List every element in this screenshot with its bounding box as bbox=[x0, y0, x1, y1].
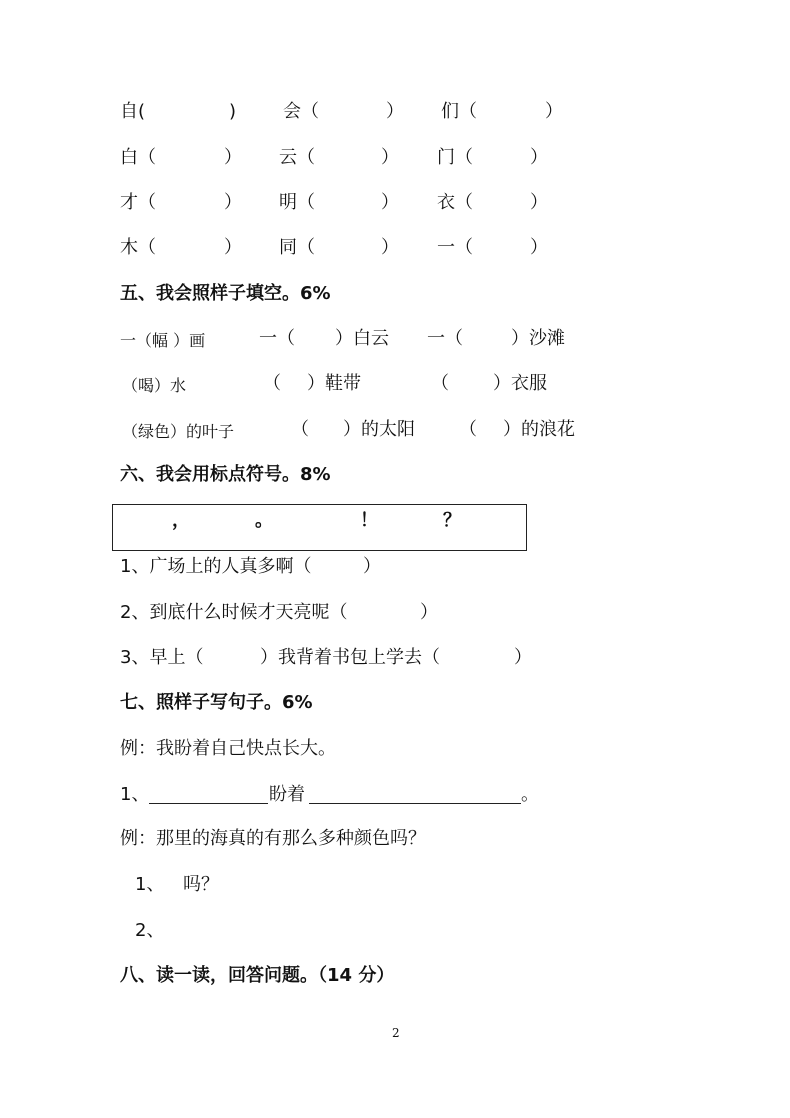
char-item: 一（ bbox=[437, 237, 473, 258]
punct-period: 。 bbox=[255, 510, 273, 531]
example-phrase: （绿色）的叶子 bbox=[122, 422, 235, 441]
char-blank-close: ） bbox=[530, 237, 548, 258]
example-sentence-2: 例：那里的海真的有那么多种颜色吗？ bbox=[120, 828, 426, 849]
char-item: 才（ bbox=[120, 192, 156, 213]
blank-open: （ bbox=[431, 373, 449, 394]
char-item: 会（ bbox=[283, 101, 319, 122]
item-number: 1、 bbox=[135, 874, 165, 895]
question-text: 1、广场上的人真多啊（ bbox=[120, 556, 312, 577]
question-text: ）我背着书包上学去（ bbox=[260, 647, 440, 668]
example-sentence-1: 例：我盼着自己快点长大。 bbox=[120, 738, 336, 759]
example-phrase: （喝）水 bbox=[122, 376, 187, 395]
blank-open: 一（ bbox=[427, 328, 463, 349]
char-blank-close: ） bbox=[224, 147, 242, 168]
char-blank-close: ） bbox=[530, 192, 548, 213]
blank-open: 一（ bbox=[259, 328, 295, 349]
blank-open: （ bbox=[459, 419, 477, 440]
page-number: 2 bbox=[392, 1026, 400, 1040]
char-item: 衣（ bbox=[437, 192, 473, 213]
answer-blank[interactable] bbox=[309, 803, 521, 804]
char-blank-close: ） bbox=[381, 237, 399, 258]
char-blank-close: ) bbox=[229, 101, 237, 122]
blank-close: ） bbox=[514, 647, 532, 668]
section-8-title: 八、读一读，回答问题。（14 分） bbox=[120, 965, 395, 986]
char-blank-close: ） bbox=[224, 192, 242, 213]
char-blank-close: ） bbox=[545, 101, 563, 122]
char-blank-close: ） bbox=[224, 237, 242, 258]
char-blank-close: ） bbox=[381, 147, 399, 168]
phrase-end: ）的浪花 bbox=[503, 419, 575, 440]
sentence-word: 盼着 bbox=[269, 784, 305, 805]
section-7-title: 七、照样子写句子。6% bbox=[120, 692, 313, 713]
sentence-end: 吗？ bbox=[183, 874, 219, 895]
question-text: 2、到底什么时候才天亮呢（ bbox=[120, 602, 348, 623]
char-item: 明（ bbox=[279, 192, 315, 213]
char-item: 自( bbox=[120, 101, 146, 122]
phrase-end: ）鞋带 bbox=[307, 373, 361, 394]
char-item: 白（ bbox=[120, 147, 156, 168]
char-item: 云（ bbox=[279, 147, 315, 168]
char-blank-close: ） bbox=[530, 147, 548, 168]
phrase-end: ）衣服 bbox=[493, 373, 547, 394]
section-6-title: 六、我会用标点符号。8% bbox=[120, 464, 331, 485]
answer-blank[interactable] bbox=[149, 803, 268, 804]
char-item: 门（ bbox=[437, 147, 473, 168]
item-number: 1、 bbox=[120, 784, 150, 805]
phrase-end: ）的太阳 bbox=[343, 419, 415, 440]
punct-comma: ， bbox=[172, 510, 190, 531]
blank-close: ） bbox=[420, 602, 438, 623]
blank-open: （ bbox=[263, 373, 281, 394]
char-blank-close: ） bbox=[381, 192, 399, 213]
char-blank-close: ） bbox=[386, 101, 404, 122]
phrase-end: ）沙滩 bbox=[511, 328, 565, 349]
example-phrase: 一（幅 ）画 bbox=[120, 331, 206, 350]
char-item: 木（ bbox=[120, 237, 156, 258]
blank-open: （ bbox=[291, 419, 309, 440]
sentence-end: 。 bbox=[521, 784, 539, 805]
punct-exclamation: ！ bbox=[360, 510, 378, 531]
char-item: 们（ bbox=[441, 101, 477, 122]
punct-question: ？ bbox=[443, 510, 461, 531]
phrase-end: ）白云 bbox=[335, 328, 389, 349]
blank-close: ） bbox=[363, 556, 381, 577]
section-5-title: 五、我会照样子填空。6% bbox=[120, 283, 331, 304]
item-number: 2、 bbox=[135, 920, 165, 941]
char-item: 同（ bbox=[279, 237, 315, 258]
question-text: 3、早上（ bbox=[120, 647, 204, 668]
